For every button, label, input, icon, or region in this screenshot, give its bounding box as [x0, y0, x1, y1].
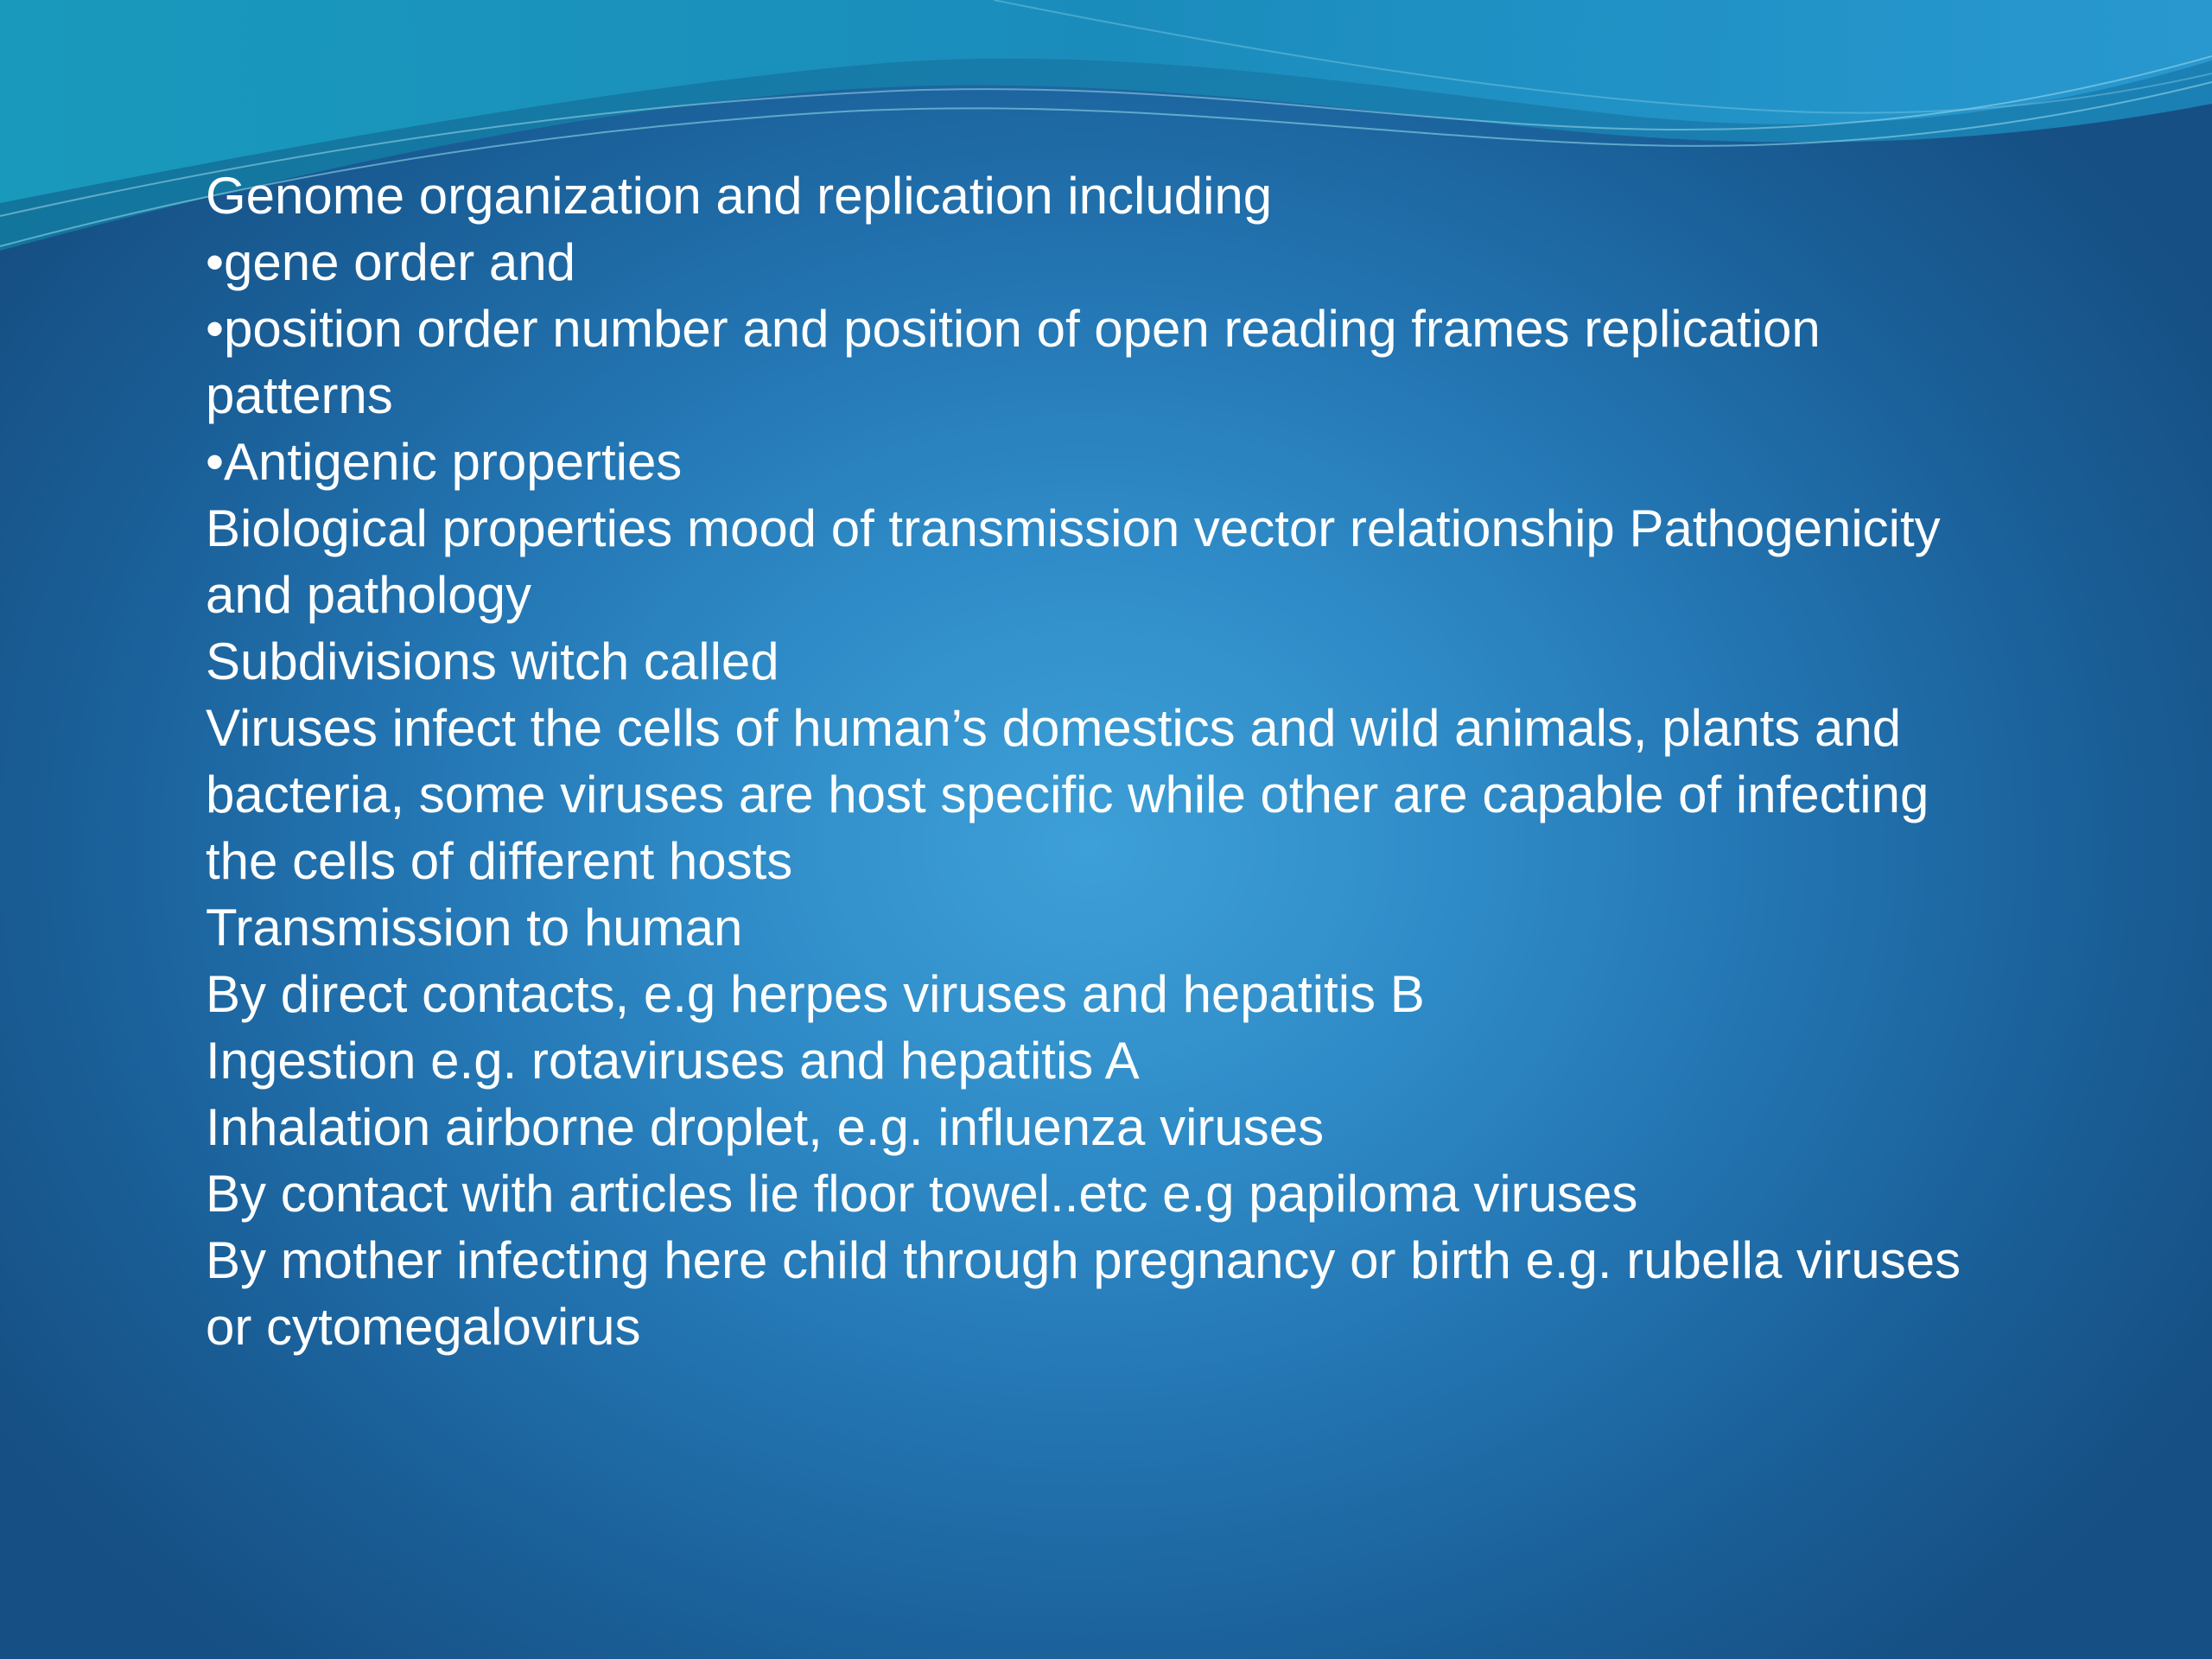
- bullet-line: •position order number and position of open reading frames replication: [206, 300, 1821, 358]
- text-line: By mother infecting here child through pregnancy or birth e.g. rubella viruses: [206, 1231, 1961, 1289]
- text-line: and pathology: [206, 566, 531, 624]
- text-line: Biological properties mood of transmission vector relationship Pathogenicity: [206, 499, 1941, 557]
- text-line: By contact with articles lie floor towel..etc e.g papiloma viruses: [206, 1165, 1638, 1223]
- text-line: the cells of different hosts: [206, 832, 793, 890]
- text-line: bacteria, some viruses are host specific while other are capable of infecting: [206, 766, 1929, 823]
- slide-body-text: [206, 162, 2089, 1360]
- text-line: Transmission to human: [206, 899, 743, 957]
- text-line: or cytomegalovirus: [206, 1298, 641, 1356]
- bullet-line: •Antigenic properties: [206, 433, 683, 491]
- text-line: patterns: [206, 366, 393, 424]
- text-line: By direct contacts, e.g herpes viruses and hepatitis B: [206, 965, 1425, 1023]
- text-line: Subdivisions witch called: [206, 632, 779, 690]
- text-line: Inhalation airborne droplet, e.g. influenza viruses: [206, 1098, 1325, 1156]
- text-line: Genome organization and replication including: [206, 167, 1273, 225]
- bullet-line: •gene order and: [206, 233, 575, 291]
- text-line: Viruses infect the cells of human’s domestics and wild animals, plants and: [206, 699, 1902, 757]
- text-line: Ingestion e.g. rotaviruses and hepatitis A: [206, 1032, 1140, 1090]
